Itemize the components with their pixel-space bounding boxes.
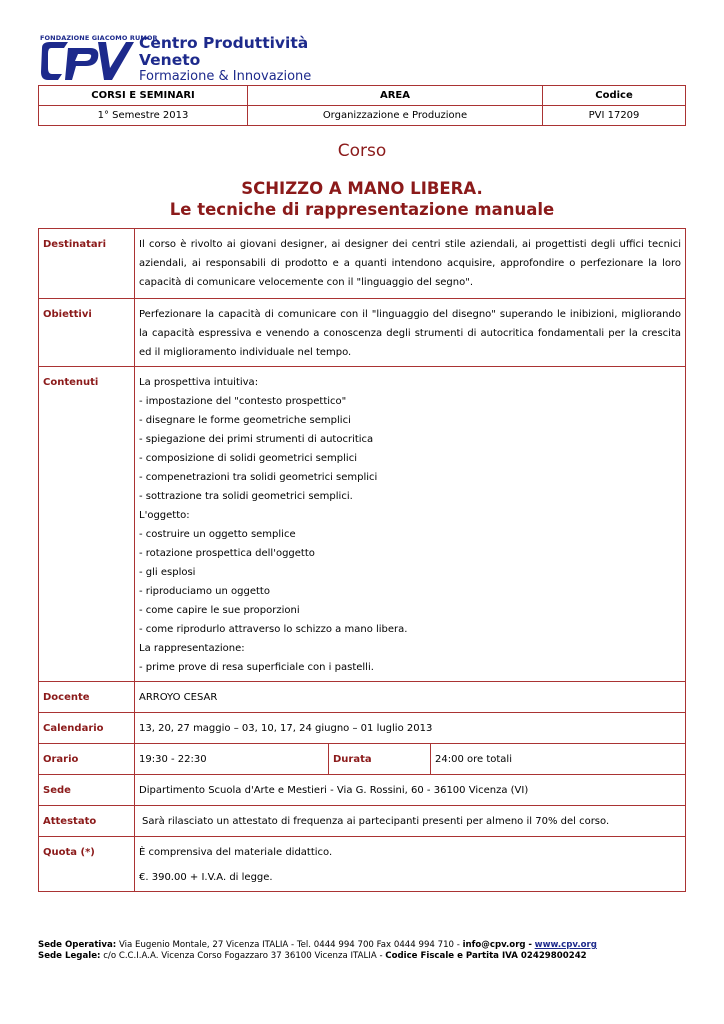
course-header-table bbox=[38, 85, 686, 126]
row-quota bbox=[39, 837, 686, 892]
contenuti-line: - spiegazione dei primi strumenti di autocritica bbox=[139, 434, 374, 445]
label-destinatari: Destinatari bbox=[39, 229, 135, 299]
row-contenuti bbox=[39, 367, 686, 682]
footer-legale-label: Sede Legale: bbox=[38, 951, 101, 961]
label-calendario: Calendario bbox=[39, 713, 135, 744]
text-contenuti bbox=[135, 367, 686, 682]
contenuti-line: - rotazione prospettica dell'oggetto bbox=[139, 548, 315, 559]
contenuti-line: L'oggetto: bbox=[139, 510, 190, 521]
contenuti-line: - riproduciamo un oggetto bbox=[139, 586, 270, 597]
row-orario bbox=[39, 744, 686, 775]
footer-separator: - bbox=[528, 940, 532, 950]
contenuti-line: La prospettiva intuitiva: bbox=[139, 377, 259, 388]
course-kind: Corso bbox=[337, 141, 387, 161]
contenuti-line: - costruire un oggetto semplice bbox=[139, 529, 296, 540]
quota-line1: È comprensiva del materiale didattico. bbox=[139, 847, 333, 858]
value-row bbox=[39, 106, 686, 126]
value-cell-code: PVI 17209 bbox=[543, 106, 686, 126]
footer-legale-text: c/o C.C.I.A.A. Vicenza Corso Fogazzaro 37 36100 Vicenza ITALIA - bbox=[103, 951, 383, 961]
value-cell-area: Organizzazione e Produzione bbox=[248, 106, 543, 126]
text-docente: ARROYO CESAR bbox=[135, 682, 686, 713]
row-obiettivi bbox=[39, 299, 686, 367]
header-cell-category: CORSI E SEMINARI bbox=[39, 86, 248, 106]
text-quota bbox=[135, 837, 686, 892]
header-cell-code: Codice bbox=[543, 86, 686, 106]
row-sede bbox=[39, 775, 686, 806]
label-contenuti: Contenuti bbox=[39, 367, 135, 682]
text-sede: Dipartimento Scuola d'Arte e Mestieri - Via G. Rossini, 60 - 36100 Vicenza (VI) bbox=[135, 775, 686, 806]
text-orario: 19:30 - 22:30 bbox=[135, 744, 329, 775]
contenuti-line: - gli esplosi bbox=[139, 567, 196, 578]
label-quota: Quota (*) bbox=[39, 837, 135, 892]
row-destinatari bbox=[39, 229, 686, 299]
label-docente: Docente bbox=[39, 682, 135, 713]
course-title-line1: SCHIZZO A MANO LIBERA. bbox=[241, 179, 483, 198]
footer-operativa-label: Sede Operativa: bbox=[38, 940, 117, 950]
contenuti-line: - disegnare le forme geometriche semplici bbox=[139, 415, 351, 426]
footer-operativa-text: Via Eugenio Montale, 27 Vicenza ITALIA - Tel. 0444 994 700 Fax 0444 994 710 - bbox=[118, 940, 460, 950]
header-cell-area: AREA bbox=[248, 86, 543, 106]
logo-foundation-text: FONDAZIONE GIACOMO RUMOR bbox=[40, 34, 158, 42]
row-attestato bbox=[39, 806, 686, 837]
label-sede: Sede bbox=[39, 775, 135, 806]
footer-fiscal-code: Codice Fiscale e Partita IVA 02429800242 bbox=[385, 951, 587, 961]
course-title bbox=[0, 178, 724, 220]
quota-line2: €. 390.00 + I.V.A. di legge. bbox=[139, 872, 273, 883]
text-durata: 24:00 ore totali bbox=[431, 744, 686, 775]
logo-title-line2: Veneto bbox=[139, 51, 201, 69]
label-durata: Durata bbox=[329, 744, 431, 775]
contenuti-line: La rappresentazione: bbox=[139, 643, 245, 654]
cpv-logo bbox=[38, 34, 318, 86]
course-details-table bbox=[38, 228, 686, 892]
contenuti-line: - come riprodurlo attraverso lo schizzo a mano libera. bbox=[139, 624, 408, 635]
row-docente bbox=[39, 682, 686, 713]
contenuti-line: - compenetrazioni tra solidi geometrici semplici bbox=[139, 472, 378, 483]
footer-line2 bbox=[38, 951, 597, 962]
text-destinatari: Il corso è rivolto ai giovani designer, ai designer dei centri stile aziendali, ai progettisti degli uffici tecnici aziendali, ai responsabili di prodotto e a quanti intendono acquisire, approfondire o perfezionare la loro capacità di comunicare velocemente con il "linguaggio del segno". bbox=[135, 229, 686, 299]
value-cell-semester: 1° Semestre 2013 bbox=[39, 106, 248, 126]
label-orario: Orario bbox=[39, 744, 135, 775]
contenuti-line: - come capire le sue proporzioni bbox=[139, 605, 300, 616]
footer-email-link[interactable]: info@cpv.org bbox=[462, 940, 526, 950]
text-attestato: Sarà rilasciato un attestato di frequenza ai partecipanti presenti per almeno il 70% del corso. bbox=[135, 806, 686, 837]
contenuti-line: - sottrazione tra solidi geometrici semplici. bbox=[139, 491, 353, 502]
contenuti-line: - composizione di solidi geometrici semplici bbox=[139, 453, 357, 464]
label-obiettivi: Obiettivi bbox=[39, 299, 135, 367]
contenuti-line: - prime prove di resa superficiale con i pastelli. bbox=[139, 662, 374, 673]
header-row bbox=[39, 86, 686, 106]
footer-line1 bbox=[38, 940, 597, 951]
logo-subtitle: Formazione & Innovazione bbox=[139, 69, 312, 84]
row-calendario bbox=[39, 713, 686, 744]
logo-title-line1: Centro Produttività bbox=[139, 34, 309, 52]
text-calendario: 13, 20, 27 maggio – 03, 10, 17, 24 giugno – 01 luglio 2013 bbox=[135, 713, 686, 744]
contenuti-line: - impostazione del "contesto prospettico" bbox=[139, 396, 347, 407]
course-title-line2: Le tecniche di rappresentazione manuale bbox=[169, 200, 555, 219]
label-attestato: Attestato bbox=[39, 806, 135, 837]
page-footer bbox=[38, 940, 597, 962]
text-obiettivi: Perfezionare la capacità di comunicare con il "linguaggio del disegno" superando le inibizioni, migliorando la capacità espressiva e venendo a conoscenza degli strumenti di autocritica fondamentali per la crescita ed il miglioramento individuale nel tempo. bbox=[135, 299, 686, 367]
footer-website-link[interactable]: www.cpv.org bbox=[534, 940, 597, 950]
